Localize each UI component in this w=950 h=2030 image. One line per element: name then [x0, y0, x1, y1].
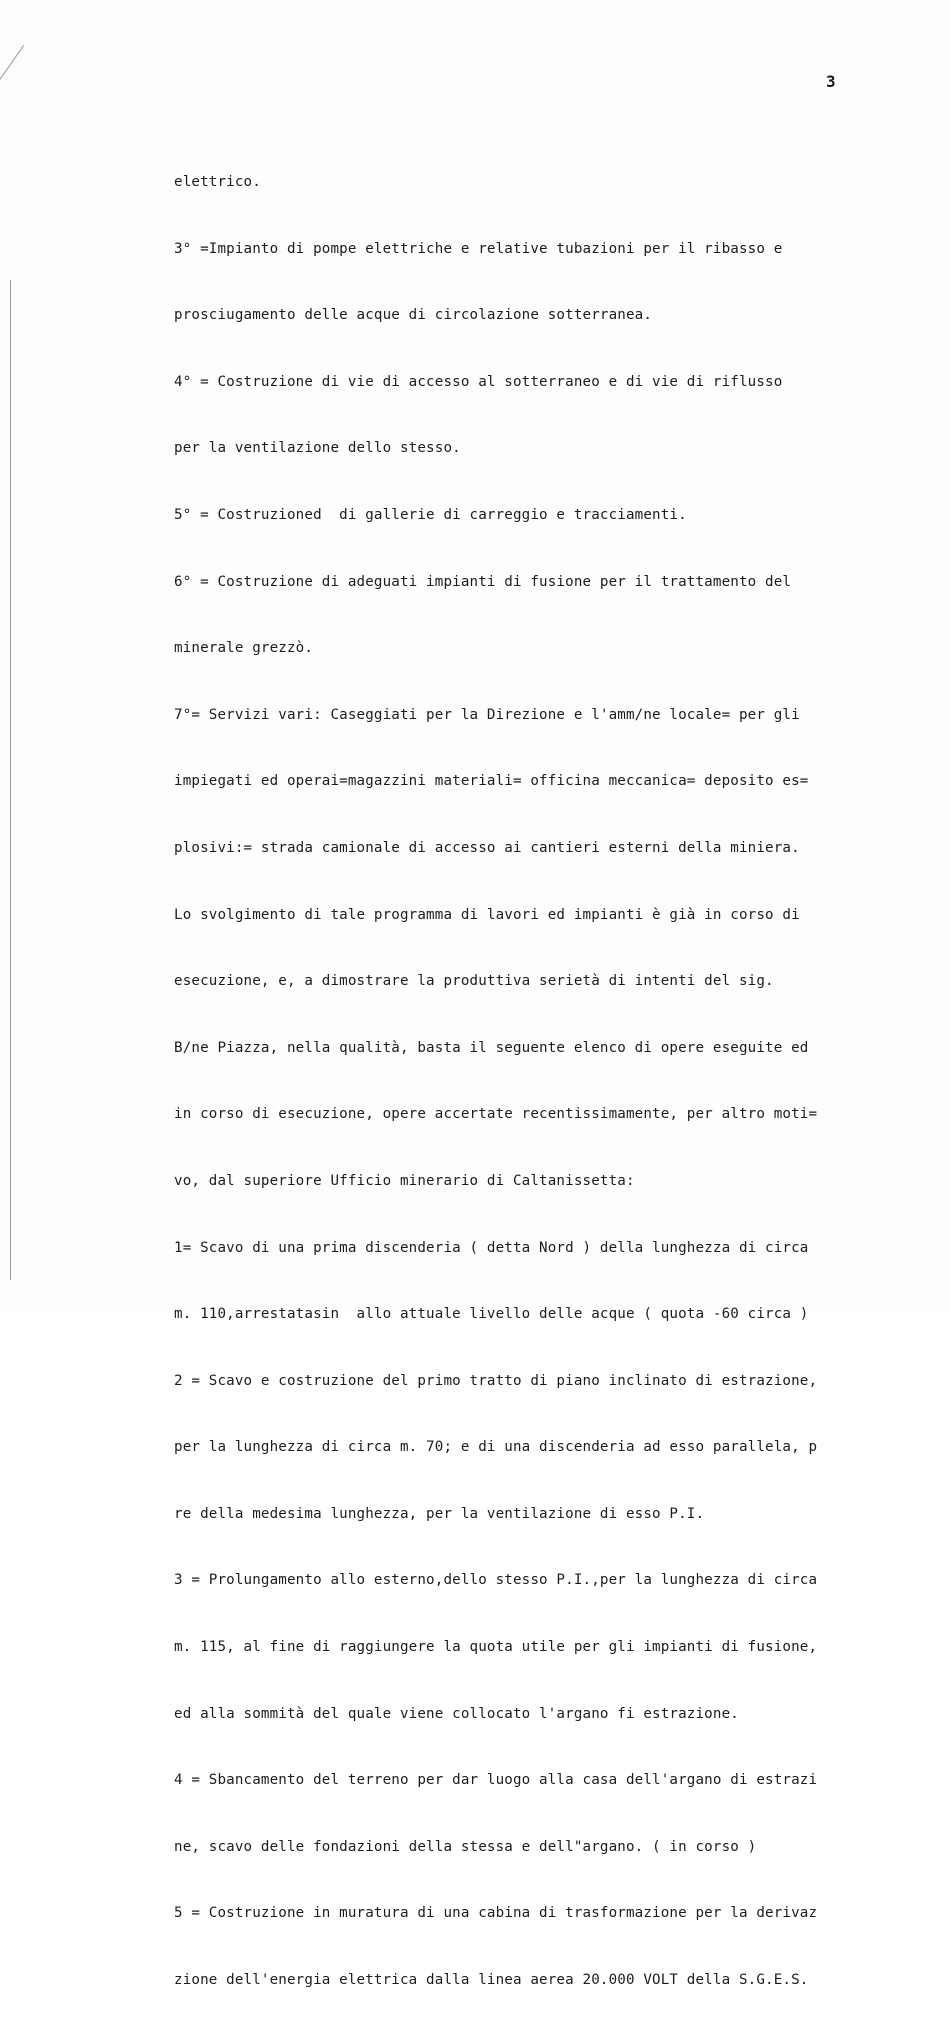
text-line: esecuzione, e, a dimostrare la produttiva serietà di intenti del sig.	[174, 973, 774, 990]
text-line: 6° = Costruzione di adeguati impianti di fusione per il trattamento del	[174, 573, 792, 590]
text-line: B/ne Piazza, nella qualità, basta il seguente elenco di opere eseguite ed	[174, 1039, 809, 1056]
text-line: 2 = Scavo e costruzione del primo tratto di piano inclinato di estrazione,	[174, 1372, 818, 1389]
text-line: 4 = Sbancamento del terreno per dar luogo alla casa dell'argano di estrazi	[174, 1772, 818, 1789]
text-line: re della medesima lunghezza, per la ventilazione di esso P.I.	[174, 1505, 705, 1522]
text-line: ed alla sommità del quale viene collocato l'argano fi estrazione.	[174, 1705, 739, 1722]
text-line: plosivi:= strada camionale di accesso ai cantieri esterni della miniera.	[174, 839, 800, 856]
text-line: Lo svolgimento di tale programma di lavori ed impianti è già in corso di	[174, 906, 800, 923]
text-line: per la lunghezza di circa m. 70; e di una discenderia ad esso parallela, p	[174, 1439, 818, 1456]
typed-text-body	[174, 133, 934, 2030]
scan-edge-mark-left	[10, 280, 11, 1280]
page-number: 3	[826, 72, 836, 91]
text-line: minerale grezzò.	[174, 640, 314, 657]
text-line: 7°= Servizi vari: Caseggiati per la Direzione e l'amm/ne locale= per gli	[174, 706, 800, 723]
text-line: 1= Scavo di una prima discenderia ( detta Nord ) della lunghezza di circa	[174, 1239, 809, 1256]
text-line: in corso di esecuzione, opere accertate recentissimamente, per altro moti=	[174, 1106, 818, 1123]
text-line: ne, scavo delle fondazioni della stessa e dell"argano. ( in corso )	[174, 1838, 757, 1855]
text-line: vo, dal superiore Ufficio minerario di Caltanissetta:	[174, 1172, 635, 1189]
text-line: m. 110,arrestatasin allo attuale livello delle acque ( quota -60 circa )	[174, 1306, 809, 1323]
text-line: elettrico.	[174, 174, 261, 190]
text-line: 3° =Impianto di pompe elettriche e relative tubazioni per il ribasso e	[174, 240, 783, 257]
text-line: zione dell'energia elettrica dalla linea aerea 20.000 VOLT della S.G.E.S.	[174, 1972, 809, 1989]
text-line: 3 = Prolungamento allo esterno,dello stesso P.I.,per la lunghezza di circa	[174, 1572, 818, 1589]
scan-edge-mark-top	[0, 45, 24, 95]
text-line: per la ventilazione dello stesso.	[174, 440, 461, 457]
text-line: prosciugamento delle acque di circolazione sotterranea.	[174, 307, 653, 324]
text-line: 4° = Costruzione di vie di accesso al sotterraneo e di vie di riflusso	[174, 373, 783, 390]
text-line: 5 = Costruzione in muratura di una cabina di trasformazione per la derivaz	[174, 1905, 818, 1922]
text-line: impiegati ed operai=magazzini materiali= officina meccanica= deposito es=	[174, 773, 809, 790]
text-line: 5° = Costruzioned di gallerie di carreggio e tracciamenti.	[174, 506, 687, 523]
text-line: m. 115, al fine di raggiungere la quota utile per gli impianti di fusione,	[174, 1639, 818, 1656]
